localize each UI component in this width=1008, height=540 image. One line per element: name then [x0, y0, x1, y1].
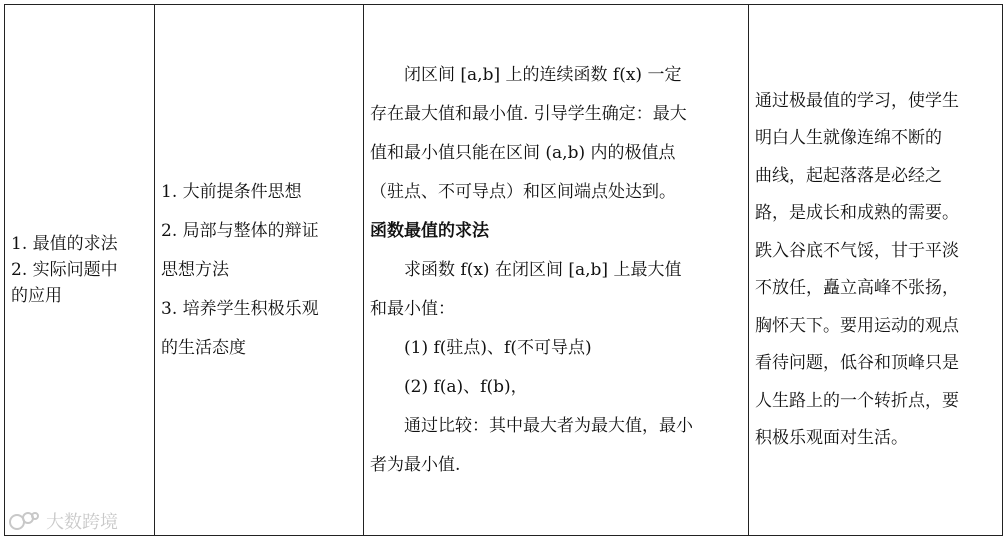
- thinking-cell: [155, 5, 364, 536]
- method-paragraph-line: 求函数 f(x) 在闭区间 [a,b] 上最大值: [404, 259, 682, 280]
- content-cell: [5, 5, 155, 536]
- method-paragraph-line: 存在最大值和最小值. 引导学生确定：最大: [370, 103, 687, 124]
- values-line: 曲线，起起落落是必经之: [755, 165, 942, 186]
- thinking-line: 2. 局部与整体的辩证: [161, 220, 319, 241]
- method-paragraph-line: 和最小值：: [370, 298, 455, 319]
- thinking-line: 1. 大前提条件思想: [161, 181, 302, 202]
- method-paragraph-line: 闭区间 [a,b] 上的连续函数 f(x) 一定: [404, 64, 682, 85]
- values-line: 看待问题，低谷和顶峰只是: [755, 353, 959, 373]
- values-line: 不放任，矗立高峰不张扬，: [755, 278, 959, 298]
- content-line: 2. 实际问题中: [11, 260, 118, 280]
- watermark-text: 大数跨境: [46, 512, 118, 533]
- lesson-table: [4, 4, 1003, 536]
- thinking-line: 3. 培养学生积极乐观: [161, 298, 319, 319]
- values-line: 路，是成长和成熟的需要。: [755, 203, 959, 223]
- brand-logo-icon: [8, 510, 40, 532]
- table-row: [5, 5, 1003, 536]
- list-item: (2) f(a)、f(b)，: [404, 376, 528, 397]
- values-cell: [749, 5, 1003, 536]
- method-paragraph-line: 通过比较：其中最大者为最大值，最小: [404, 415, 693, 436]
- method-cell: [364, 5, 749, 536]
- values-line: 跌入谷底不气馁，甘于平淡: [755, 240, 959, 261]
- content-line: 的应用: [11, 286, 62, 306]
- method-paragraph-line: 值和最小值只能在区间 (a,b) 内的极值点: [370, 142, 676, 163]
- values-line: 人生路上的一个转折点，要: [755, 390, 959, 411]
- list-item: (1) f(驻点)、f(不可导点): [404, 337, 592, 358]
- thinking-line: 的生活态度: [161, 337, 246, 358]
- method-paragraph-line: 者为最小值.: [370, 454, 461, 475]
- watermark: [8, 508, 118, 534]
- method-paragraph-line: （驻点、不可导点）和区间端点处达到。: [370, 181, 676, 202]
- values-line: 胸怀天下。要用运动的观点: [755, 315, 959, 336]
- values-line: 通过极最值的学习，使学生: [755, 90, 959, 111]
- values-line: 积极乐观面对生活。: [755, 428, 908, 448]
- section-heading: 函数最值的求法: [370, 220, 489, 241]
- content-line: 1. 最值的求法: [11, 234, 118, 254]
- values-line: 明白人生就像连绵不断的: [755, 128, 942, 148]
- thinking-line: 思想方法: [161, 259, 229, 280]
